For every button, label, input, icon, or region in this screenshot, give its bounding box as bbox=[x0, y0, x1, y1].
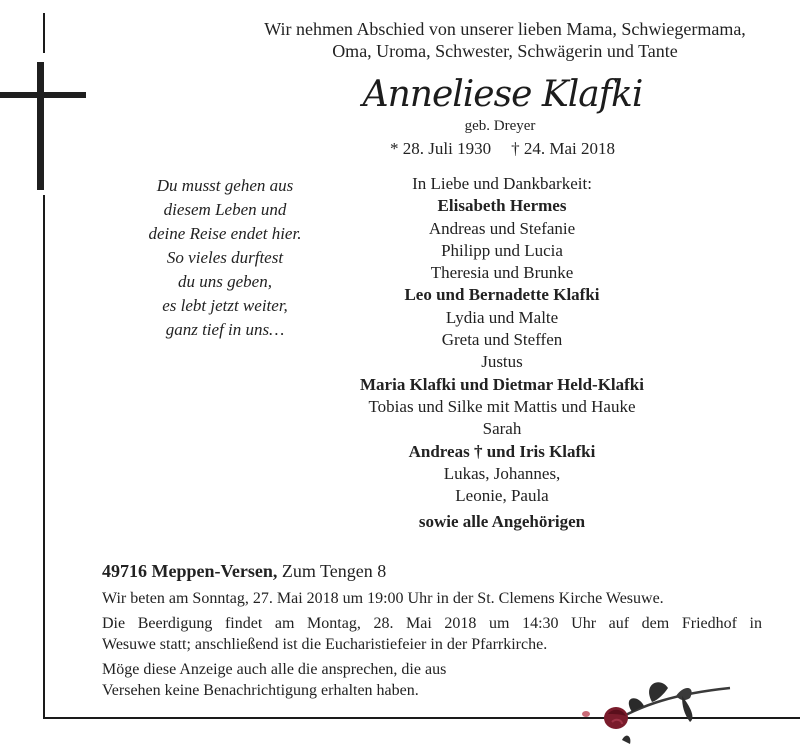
intro-line-2: Oma, Uroma, Schwester, Schwägerin und Tante bbox=[332, 41, 678, 61]
family-head-4: Andreas † und Iris Klafki bbox=[408, 441, 596, 461]
maiden-name: geb. Dreyer bbox=[464, 118, 536, 134]
family-member: Leonie, Paula bbox=[455, 486, 549, 506]
poem-line: du uns geben, bbox=[178, 272, 272, 291]
poem-line: deine Reise endet hier. bbox=[148, 224, 302, 243]
family-member: Greta und Steffen bbox=[441, 330, 563, 350]
intro-text bbox=[210, 18, 800, 62]
death-date: † 24. Mai 2018 bbox=[511, 139, 615, 158]
poem-line: So vieles durftest bbox=[166, 248, 284, 267]
funeral-notice bbox=[102, 613, 762, 655]
family-member: Lydia und Malte bbox=[445, 307, 559, 327]
frame-left-border bbox=[43, 195, 45, 719]
rose-icon bbox=[572, 666, 732, 747]
family-member: Andreas und Stefanie bbox=[428, 218, 576, 238]
family-member: Theresia und Brunke bbox=[430, 263, 574, 283]
mourners-intro: In Liebe und Dankbarkeit: bbox=[412, 174, 592, 193]
family-member: Justus bbox=[481, 352, 523, 372]
frame-left-top-border bbox=[43, 13, 45, 53]
mourners-closing: sowie alle Angehörigen bbox=[418, 512, 586, 532]
closing-note bbox=[102, 659, 522, 701]
cross-icon bbox=[0, 62, 90, 190]
funeral-line-2: Wesuwe statt; anschließend ist die Eucharistiefeier in der Pfarrkirche. bbox=[102, 636, 548, 653]
family-member: Sarah bbox=[482, 419, 522, 439]
family-head-1: Elisabeth Hermes bbox=[437, 196, 567, 216]
poem-line: diesem Leben und bbox=[163, 200, 287, 219]
family-member: Lukas, Johannes, bbox=[443, 463, 561, 483]
family-member: Tobias und Silke mit Mattis und Hauke bbox=[368, 396, 636, 416]
funeral-line-1: Die Beerdigung findet am Montag, 28. Mai 2018 um 14:30 Uhr auf dem Friedhof in bbox=[102, 615, 762, 632]
note-line-1: Möge diese Anzeige auch alle die ansprechen, die aus bbox=[102, 661, 447, 678]
poem-line: ganz tief in uns… bbox=[165, 320, 285, 339]
deceased-name: Anneliese Klafki bbox=[362, 74, 643, 115]
note-line-2: Versehen keine Benachrichtigung erhalten haben. bbox=[102, 682, 419, 699]
life-dates bbox=[330, 139, 675, 159]
poem-line: Du musst gehen aus bbox=[156, 176, 294, 195]
birth-date: * 28. Juli 1930 bbox=[390, 139, 492, 158]
family-head-3: Maria Klafki und Dietmar Held-Klafki bbox=[360, 374, 644, 394]
address-street: Zum Tengen 8 bbox=[281, 561, 387, 581]
family-member: Philipp und Lucia bbox=[441, 240, 563, 260]
prayer-notice: Wir beten am Sonntag, 27. Mai 2018 um 19:00 Uhr in der St. Clemens Kirche Wesuwe. bbox=[102, 590, 664, 607]
mourners-list bbox=[302, 173, 702, 534]
poem-line: es lebt jetzt weiter, bbox=[162, 296, 288, 315]
family-head-2: Leo und Bernadette Klafki bbox=[404, 285, 600, 305]
address bbox=[102, 561, 762, 582]
intro-line-1: Wir nehmen Abschied von unserer lieben Mama, Schwiegermama, bbox=[264, 19, 746, 39]
address-city: 49716 Meppen-Versen, bbox=[102, 561, 278, 581]
